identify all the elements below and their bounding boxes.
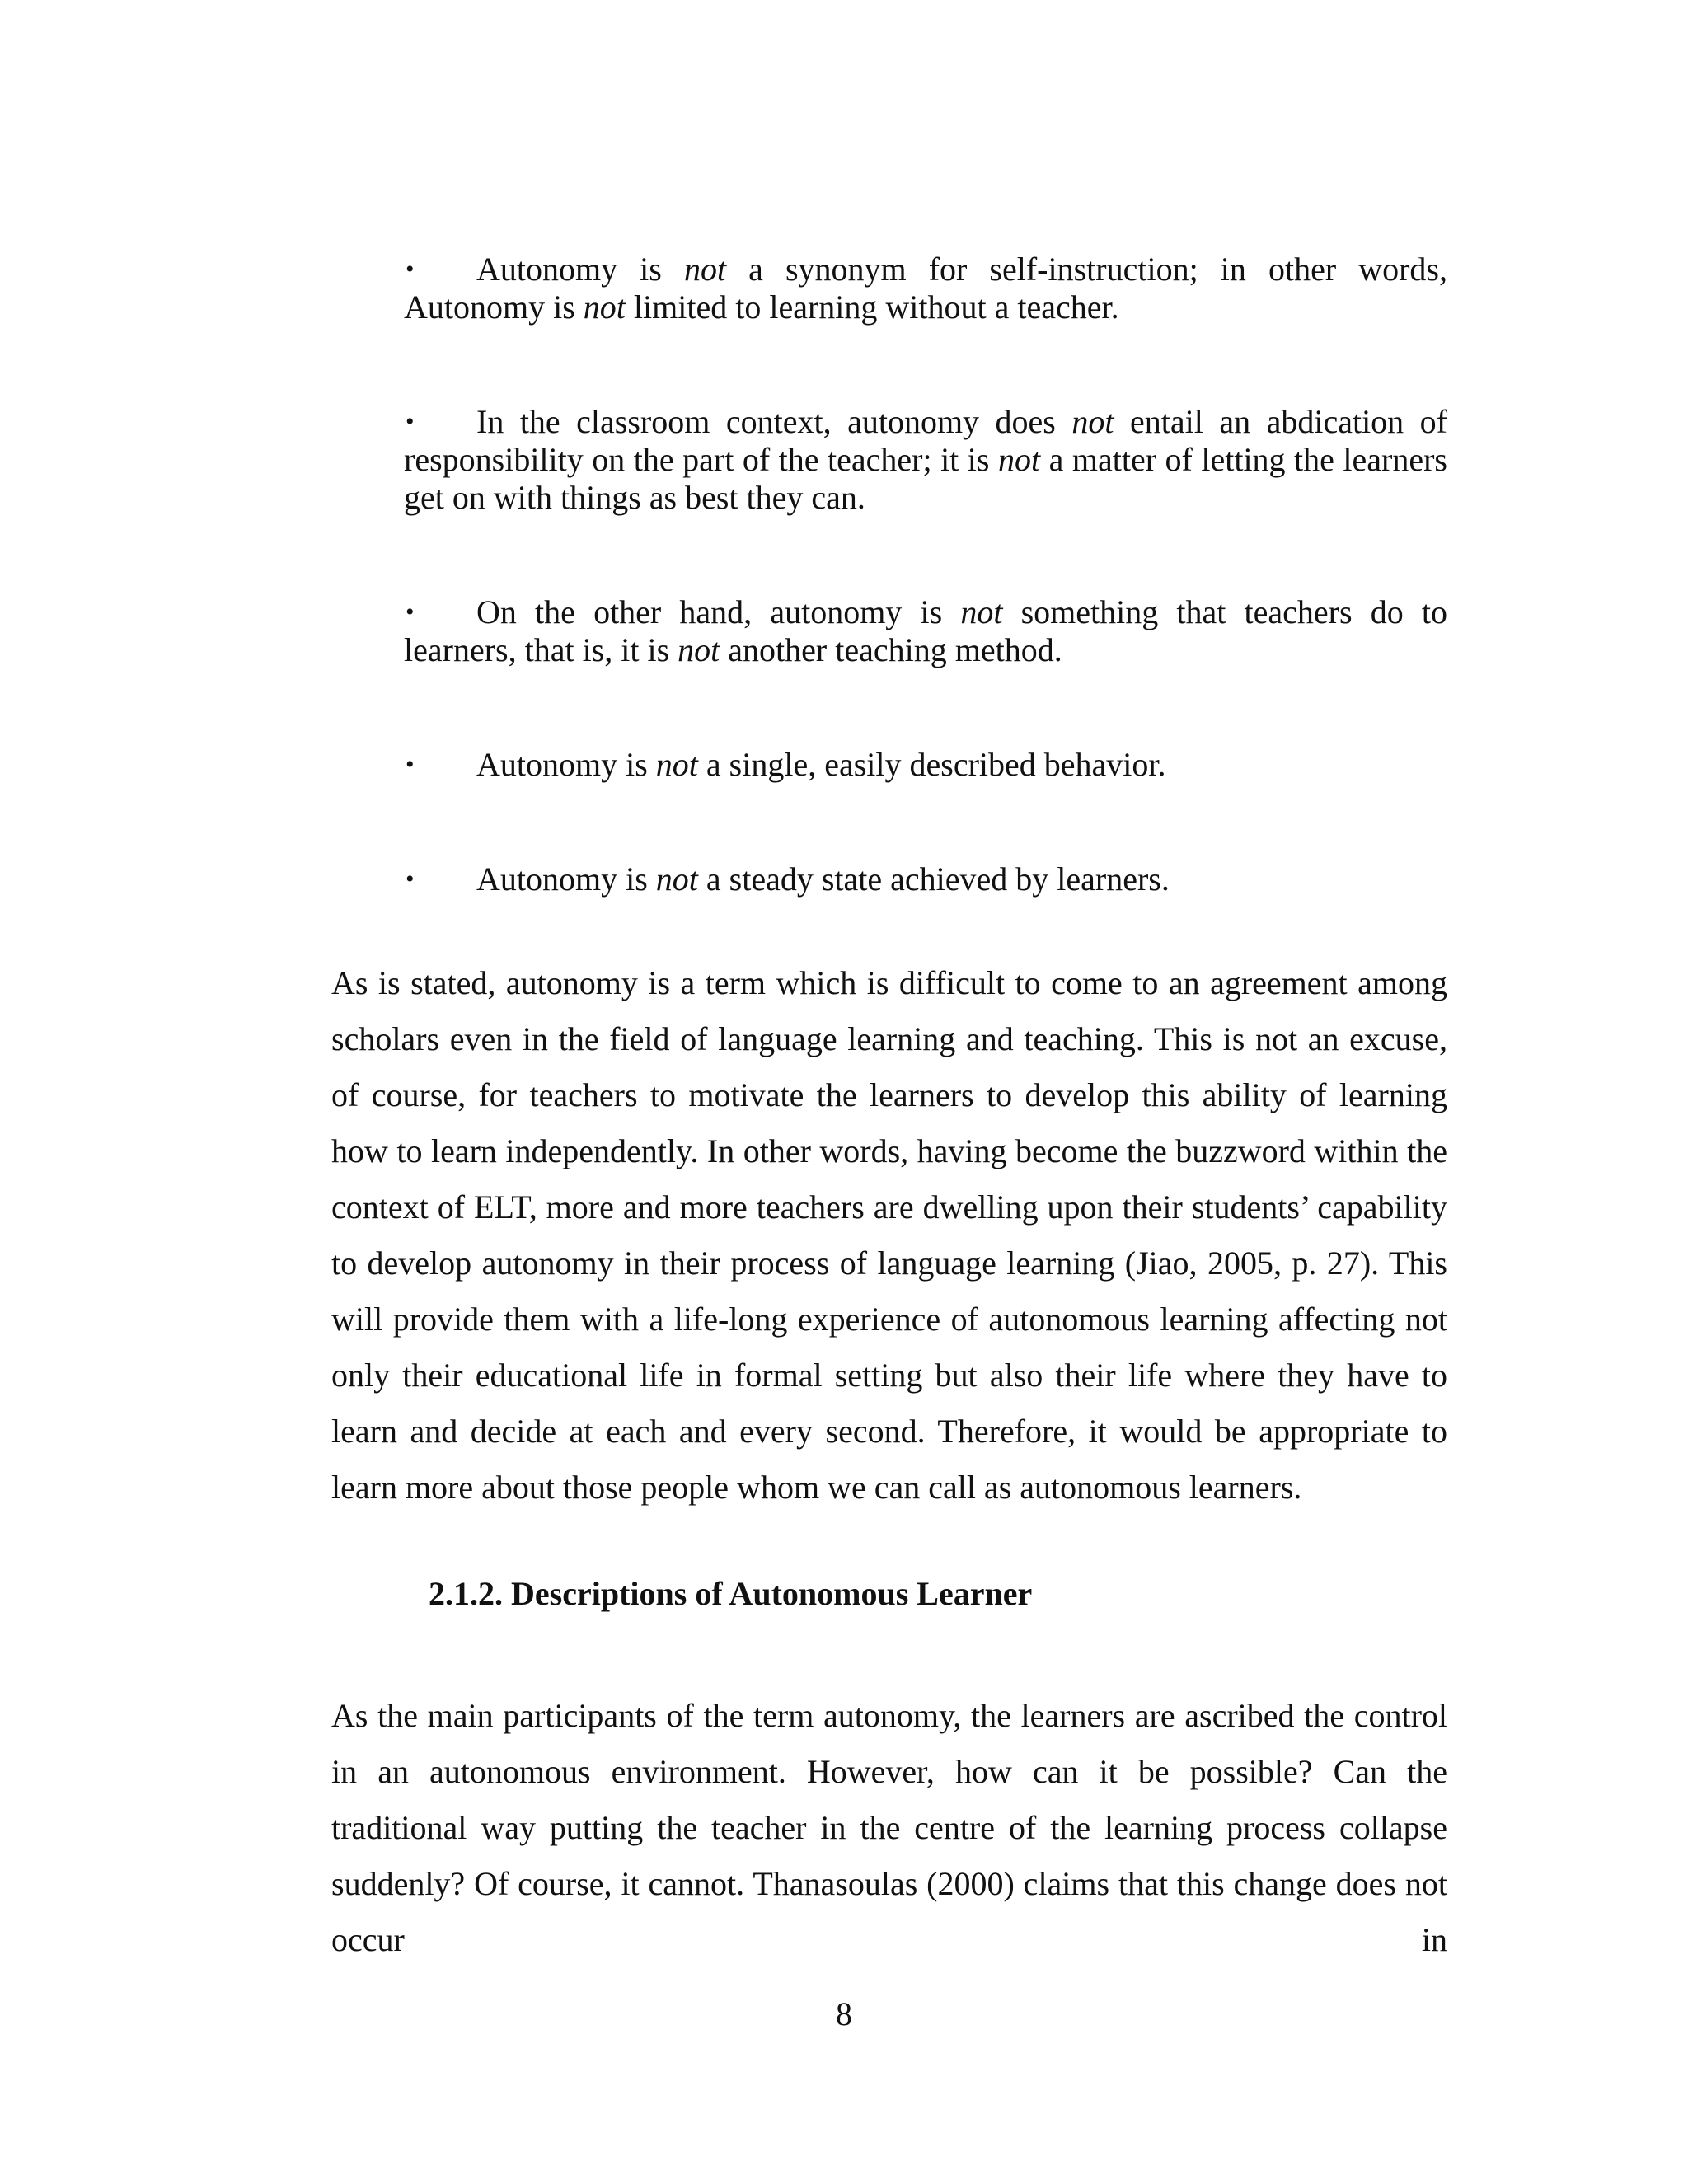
- bullet-text-pre: Autonomy is: [476, 860, 656, 898]
- bullet-text-pre: Autonomy is: [476, 251, 684, 288]
- bullet-icon: •: [406, 598, 415, 626]
- emphasis-not: not: [960, 593, 1003, 630]
- bullet-icon: •: [406, 751, 415, 778]
- bullet-text-mid: a synonym for self-instruction; in other words, Autonomy is: [404, 251, 1447, 326]
- bullet-icon: •: [406, 865, 415, 893]
- emphasis-not: not: [678, 631, 720, 668]
- section-heading: 2.1.2. Descriptions of Autonomous Learner: [429, 1575, 1033, 1612]
- emphasis-not: not: [683, 251, 727, 288]
- bullet-text-pre: In the classroom context, autonomy does: [476, 403, 1072, 440]
- emphasis-not: not: [997, 441, 1041, 478]
- list-item: [404, 860, 1447, 898]
- bullet-list: [404, 251, 1447, 898]
- list-item: [404, 251, 1447, 326]
- bullet-text-mid: entail an abdication of responsibility on the part of the teacher; it is: [404, 403, 1447, 478]
- emphasis-not: not: [655, 746, 698, 783]
- list-item: [404, 403, 1447, 517]
- emphasis-not: not: [1071, 403, 1114, 440]
- emphasis-not: not: [583, 288, 626, 326]
- page-number: 8: [836, 1995, 852, 2032]
- bullet-text-post: a matter of letting the learners get on with things as best they can.: [404, 441, 1448, 516]
- bullet-text-post: limited to learning without a teacher.: [625, 288, 1119, 326]
- emphasis-not: not: [655, 860, 698, 898]
- body-paragraph: As is stated, autonomy is a term which is difficult to come to an agreement among scholars even in the field of language learning and teaching. This is not an excuse, of course, for teachers to motivate the learners to develop this ability of learning how to learn independently. In other words, having become the buzzword within the context of ELT, more and more teachers are dwelling upon their students’ capability to develop autonomy in their process of language learning (Jiao, 2005, p. 27). This will provide them with a life-long experience of autonomous learning affecting not only their educational life in formal setting but also their life where they have to learn and decide at each and every second. Therefore, it would be appropriate to learn more about those people whom we can call as autonomous learners.: [331, 964, 1447, 1506]
- list-item: [404, 746, 1447, 784]
- bullet-text-post: another teaching method.: [720, 631, 1062, 668]
- bullet-text-pre: Autonomy is: [476, 746, 656, 783]
- bullet-icon: •: [406, 408, 415, 435]
- body-paragraph: As the main participants of the term autonomy, the learners are ascribed the control in an autonomous environment. However, how can it be possible? Can the traditional way putting the teacher in the centre of the learning process collapse suddenly? Of course, it cannot. Thanasoulas (2000) claims that this change does not occur in: [331, 1697, 1447, 1958]
- list-item: [404, 593, 1447, 669]
- bullet-text-pre: On the other hand, autonomy is: [476, 593, 961, 630]
- bullet-text-post: a single, easily described behavior.: [697, 746, 1166, 783]
- bullet-icon: •: [406, 255, 415, 283]
- bullet-text-mid: something that teachers do to learners, that is, it is: [404, 593, 1447, 668]
- bullet-text-post: a steady state achieved by learners.: [697, 860, 1170, 898]
